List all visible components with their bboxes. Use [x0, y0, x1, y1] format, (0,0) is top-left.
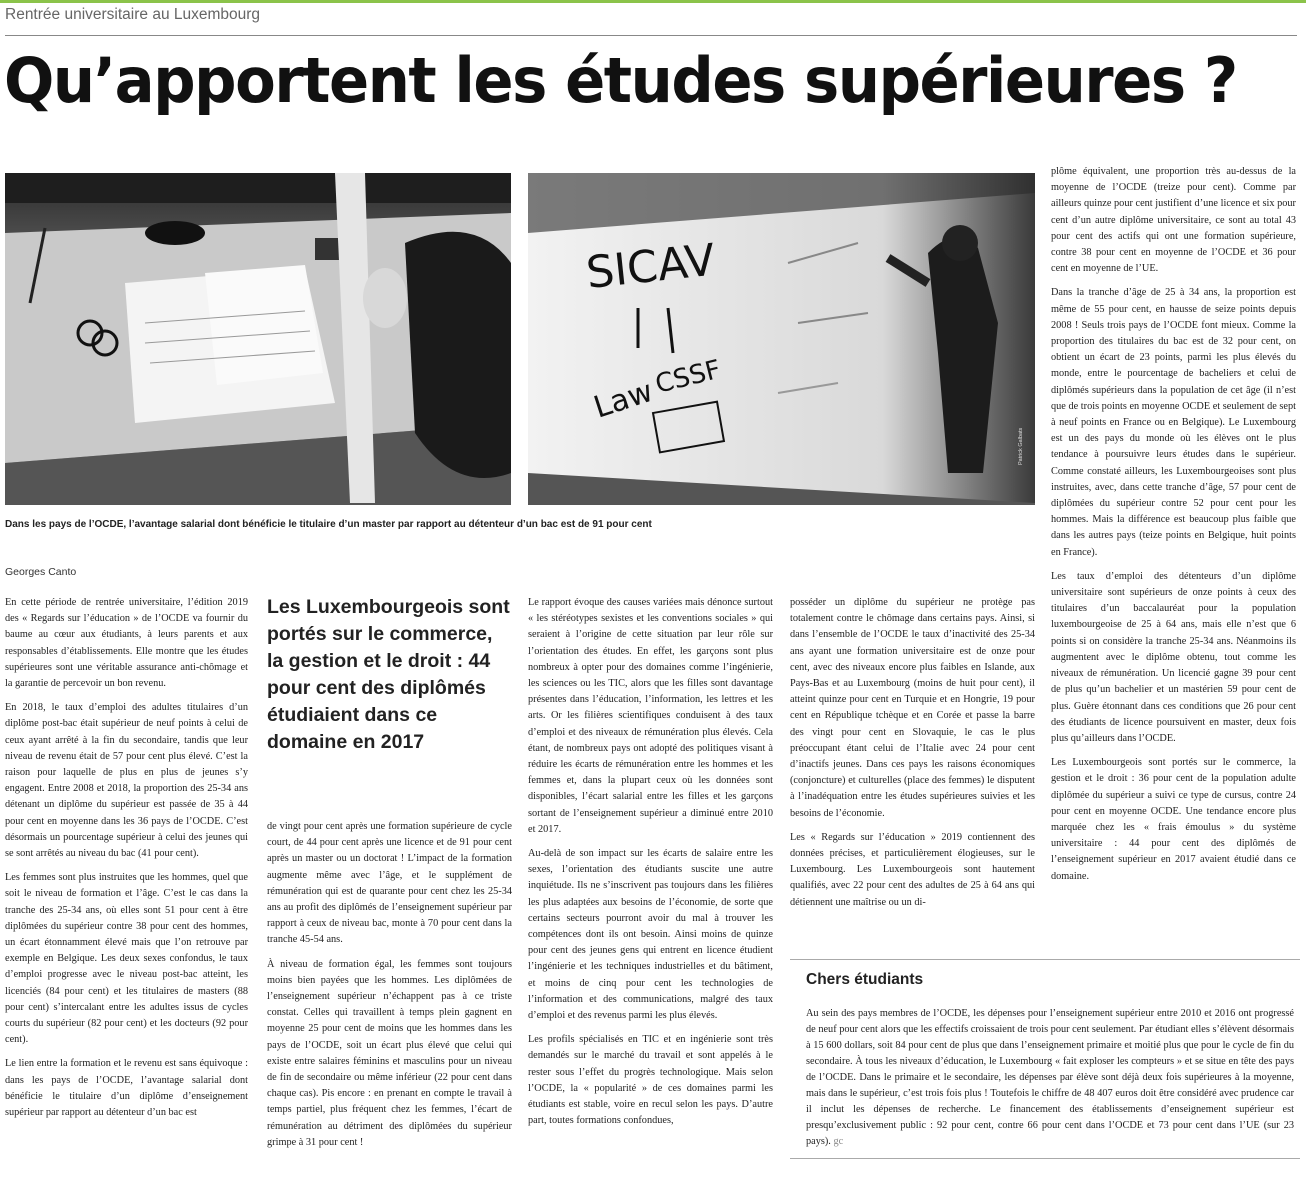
- photo-desk: [5, 173, 511, 505]
- paragraph: En cette période de rentrée universitaire, l’édition 2019 des « Regards sur l’éducation » de l’OCDE va fournir du baume au cœur aux étudiants, à leurs parents et aux responsables d’établissements. Elle montre que les études supérieures sont une véritable assurance anti-chômage et la garantie de percevoir un bon revenu.: [5, 597, 248, 690]
- article-column-1: [5, 595, 248, 1129]
- article-column-3: [528, 595, 773, 1138]
- paragraph: Au-delà de son impact sur les écarts de salaire entre les sexes, l’orientation des étudiants suscite une autre inquiétude. Ils ne s’inscrivent pas toujours dans les filières les plus adaptées aux besoins de l’économie, de sorte que certains secteurs pourront avoir du mal à trouver les compétences dont ils ont besoin. Ainsi moins de quinze pour cent des jeunes gens qui entrent en licence étudient l’ingénierie et les techniques industrielles et du bâtiment, et moins de cinq pour cent les technologies de l’information et des communications, malgré des taux d’emploi et des revenus parmi les plus élevés.: [528, 848, 773, 1022]
- sidebar-box-signature: gc: [833, 1136, 844, 1147]
- sidebar-box-title: Chers étudiants: [806, 971, 924, 988]
- sidebar-box-body: Au sein des pays membres de l’OCDE, les dépenses pour l’enseignement supérieur entre 2010 et 2016 ont progressé de neuf pour cent alors que les effectifs croissaient de trois pour cent seulement. Par étudiant elles s’élèvent désormais à 15 600 dollars, soit 84 pour cent de plus que dans l’enseignement primaire et moitié plus que pour le cycle de fin du secondaire. À tous les niveaux d’éducation, le Luxembourg « fait exploser les compteurs » et se situe en tête des pays de l’OCDE. Dans le primaire et le secondaire, les dépenses par élève sont déjà deux fois supérieures à la moyenne, mais dans le supérieur, c’est trois fois plus ! Toutefois le chiffre de 48 407 euros doit être considéré avec prudence car il inclut les dépenses de recherche. Le financement des établissements d’enseignement supérieur est presqu’exclusivement public : 92 pour cent, contre 66 pour cent dans l’OCDE et 73 pour cent dans l’UE (sur 23 pays).: [806, 1008, 1294, 1147]
- sidebar-box-text: [806, 1006, 1294, 1150]
- paragraph: Les femmes sont plus instruites que les hommes, quel que soit le niveau de formation et l’âge. C’est le cas dans la tranche des 25-34 ans, où elles sont 51 pour cent à être diplômées du supérieur contre 38 pour cent des hommes, un écart étonnamment élevé mais que l’on retrouve par exemple en Belgique. Les deux sexes confondus, le taux d’emploi progresse avec le niveau post-bac atteint, les licenciés (84 pour cent) et les titulaires de masters (88 pour cent) s’intercalant entre les adultes issus de cycles courts du supérieur (82 pour cent) et les docteurs (92 pour cent).: [5, 872, 248, 1046]
- article-column-5: [1051, 164, 1296, 893]
- paragraph: Le rapport évoque des causes variées mais dénonce surtout « les stéréotypes sexistes et les conventions sociales » qui seraient à l’origine de cette situation par leur rôle sur l’orientation des études. En effet, les garçons sont plus nombreux à opter pour des domaines comme l’ingénierie, les sciences ou les TIC, alors que les filles sont davantage présentes dans l’éducation, l’information, les lettres et les arts. Or les filières scientifiques conduisent à des taux d’emploi et des niveaux de rémunération plus élevés. Cela étant, de nombreux pays ont adopté des politiques visant à réduire les écarts de rémunération entre les hommes et les femmes et, dans la plupart ceux où les données sont disponibles, l’écart salarial entre les filles et les garçons sortant de l’enseignement supérieur a diminué entre 2010 et 2017.: [528, 597, 773, 835]
- paragraph: posséder un diplôme du supérieur ne protège pas totalement contre le chômage dans certains pays. Ainsi, si dans l’ensemble de l’OCDE le taux d’inactivité des 25-34 ans ayant une formation universitaire est de onze pour cent, avec des niveaux encore plus faibles en Islande, aux Pays-Bas et au Luxembourg (moins de huit pour cent), il atteint quinze pour cent en Turquie et en Hongrie, 19 pour cent en République tchèque et en Corée et passe la barre des vingt pour cent en Slovaquie, le cas le plus préoccupant étant celui de l’Italie avec 24 pour cent d’inactifs jeunes. Dans ces pays les raisons économiques (conjoncture) et culturelles (place des femmes) le disputent à l’inadéquation entre les études supérieures suivies et les besoins de l’économie.: [790, 597, 1035, 819]
- paragraph: Les « Regards sur l’éducation » 2019 contiennent des données précises, et particulièrement élogieuses, sur le Luxembourg. Les Luxembourgeois sont hautement qualifiés, avec 22 pour cent des adultes de 25 à 64 ans qui détiennent une maîtrise ou un di-: [790, 831, 1035, 908]
- section-rubric: Rentrée universitaire au Luxembourg: [5, 6, 261, 23]
- paragraph: À niveau de formation égal, les femmes sont toujours moins bien payées que les hommes. Les diplômées de l’enseignement supérieur n’échappent pas à ce triste constat. Celles qui travaillent à temps plein gagnent en moyenne 25 pour cent de moins que les hommes dans les pays de l’OCDE, soit un écart plus élevé que celui qui existe entre salaires féminins et masculins pour un niveau de fin de secondaire ou même inférieur (22 pour cent dans chaque cas). Pis encore : en prenant en compte le travail à temps partiel, plus fréquent chez les femmes, l’écart de rémunération au détriment des diplômées du supérieur grimpe à 31 pour cent !: [267, 958, 512, 1148]
- top-accent-bar: [0, 0, 1306, 3]
- sidebar-box-bottom-rule: [790, 1158, 1300, 1159]
- paragraph: Les Luxembourgeois sont portés sur le commerce, la gestion et le droit : 36 pour cent de la population adulte diplômée du supérieur a suivi ce type de cursus, contre 24 pour cent en moyenne OCDE. Une tendance encore plus marquée chez les « frais émoulus » du système universitaire : 44 pour cent des diplômés de l’enseignement supérieur en 2017 avaient étudié dans ce domaine.: [1051, 757, 1296, 882]
- whiteboard-word-1: SICAV: [583, 234, 718, 299]
- photo-caption: Dans les pays de l’OCDE, l’avantage salarial dont bénéficie le titulaire d’un master par rapport au détenteur d’un bac est de 91 pour cent: [5, 519, 652, 530]
- article-column-2: [267, 819, 512, 1159]
- article-column-4: [790, 595, 1035, 919]
- photo-credit: Patrick Galbats: [1018, 427, 1024, 465]
- paragraph: Les profils spécialisés en TIC et en ingénierie sont très demandés sur le marché du travail et sont appelés à le rester sous l’effet du progrès technologique. Mais selon l’OCDE, la « popularité » de ces domaines parmi les étudiants est stable, voire en recul selon les pays. D’autre part, toutes formations confondues,: [528, 1034, 773, 1127]
- paragraph: plôme équivalent, une proportion très au-dessus de la moyenne de l’OCDE (treize pour cent). Comme par ailleurs quinze pour cent justifient d’une licence et six pour cent d’un autre diplôme universitaire, ce sont au total 43 pour cent des actifs qui ont une formation supérieure, contre 38 pour cent en moyenne de l’OCDE et 36 pour cent en moyenne de l’UE.: [1051, 166, 1296, 275]
- whiteboard-word-3: CSSF: [652, 354, 724, 400]
- article-headline: Qu’apportent les études supérieures ?: [4, 44, 1237, 117]
- paragraph: Les taux d’emploi des détenteurs d’un diplôme universitaire sont supérieurs de onze points à ceux des titulaires d’un baccalauréat pour la population luxembourgeoise de 25 à 64 ans, mais elle n’est que 6 points si on considère la tranche 25-34 ans. Néanmoins ils augmentent avec le diplôme obtenu, tout comme les niveaux de rémunération. Un licencié gagne 39 pour cent de plus qu’un bachelier et un mastérien 59 pour cent de plus. Guère étonnant dans ces conditions que 26 pour cent des étudiants de licence poursuivent en master, deux fois plus qu’ailleurs dans l’OCDE.: [1051, 570, 1296, 744]
- pull-quote: Les Luxembourgeois sont portés sur le commerce, la gestion et le droit : 44 pour cent des diplômés étudiaient dans ce domaine en 2017: [267, 596, 510, 753]
- header-rule: [5, 35, 1297, 36]
- photo-whiteboard: [528, 173, 1035, 505]
- whiteboard-word-2: Law: [589, 373, 658, 426]
- paragraph: Dans la tranche d’âge de 25 à 34 ans, la proportion est même de 55 pour cent, en hausse de seize points depuis 2008 ! Seuls trois pays de l’OCDE font mieux. Comme la proportion des titulaires du bac est de 32 pour cent, on obtient un écart de 23 points, parmi les plus élevés du monde, entre le pourcentage de bacheliers et celui de diplômés supérieurs dans la population de cet âge (il n’est que de trois points en moyenne OCDE et seulement de sept à neuf points en France ou en Belgique). Le Luxembourg est un des pays du monde où les élèves ont le plus tendance à poursuivre leurs études dans le supérieur. Comme constaté ailleurs, les Luxembourgeoises sont plus instruites, avec, dans cette tranche d’âge, 57 pour cent de diplômées du supérieur contre 52 pour cent pour les hommes. Mais la différence est beaucoup plus faible que dans les autres pays (teize points en Belgique, huit points en France).: [1051, 287, 1296, 558]
- author-byline: Georges Canto: [5, 566, 77, 578]
- paragraph: de vingt pour cent après une formation supérieure de cycle court, de 44 pour cent après une licence et de 91 pour cent après un master ou un doctorat ! L’impact de la formation augmente même avec l’âge, et le supplément de rémunération qui est de quarante pour cent chez les 25-34 ans au profit des diplômés de l’enseignement supérieur par rapport à ceux de niveau bac, monte à 70 pour cent dans la tranche 45-54 ans.: [267, 821, 512, 946]
- paragraph: Le lien entre la formation et le revenu est sans équivoque : dans les pays de l’OCDE, l’avantage salarial dont bénéficie le titulaire d’un diplôme d’enseignement supérieur par rapport au détenteur d’un bac est: [5, 1058, 248, 1119]
- sidebar-box-top-rule: [790, 959, 1300, 960]
- paragraph: En 2018, le taux d’emploi des adultes titulaires d’un diplôme post-bac était supérieur de neuf points à celui de ceux ayant arrêté à la fin du secondaire, tandis que leur niveau de revenu était de 57 pour cent plus élevé. C’est la raison pour laquelle de plus en plus de jeunes s’y engagent. Entre 2008 et 2018, la proportion des 25-34 ans détenant un diplôme du supérieur est passée de 35 à 44 pour cent en moyenne dans les 36 pays de l’OCDE. C’est désormais un pourcentage supérieur à celui des jeunes qui se sont arrêtés au niveau du bac (41 pour cent).: [5, 702, 248, 860]
